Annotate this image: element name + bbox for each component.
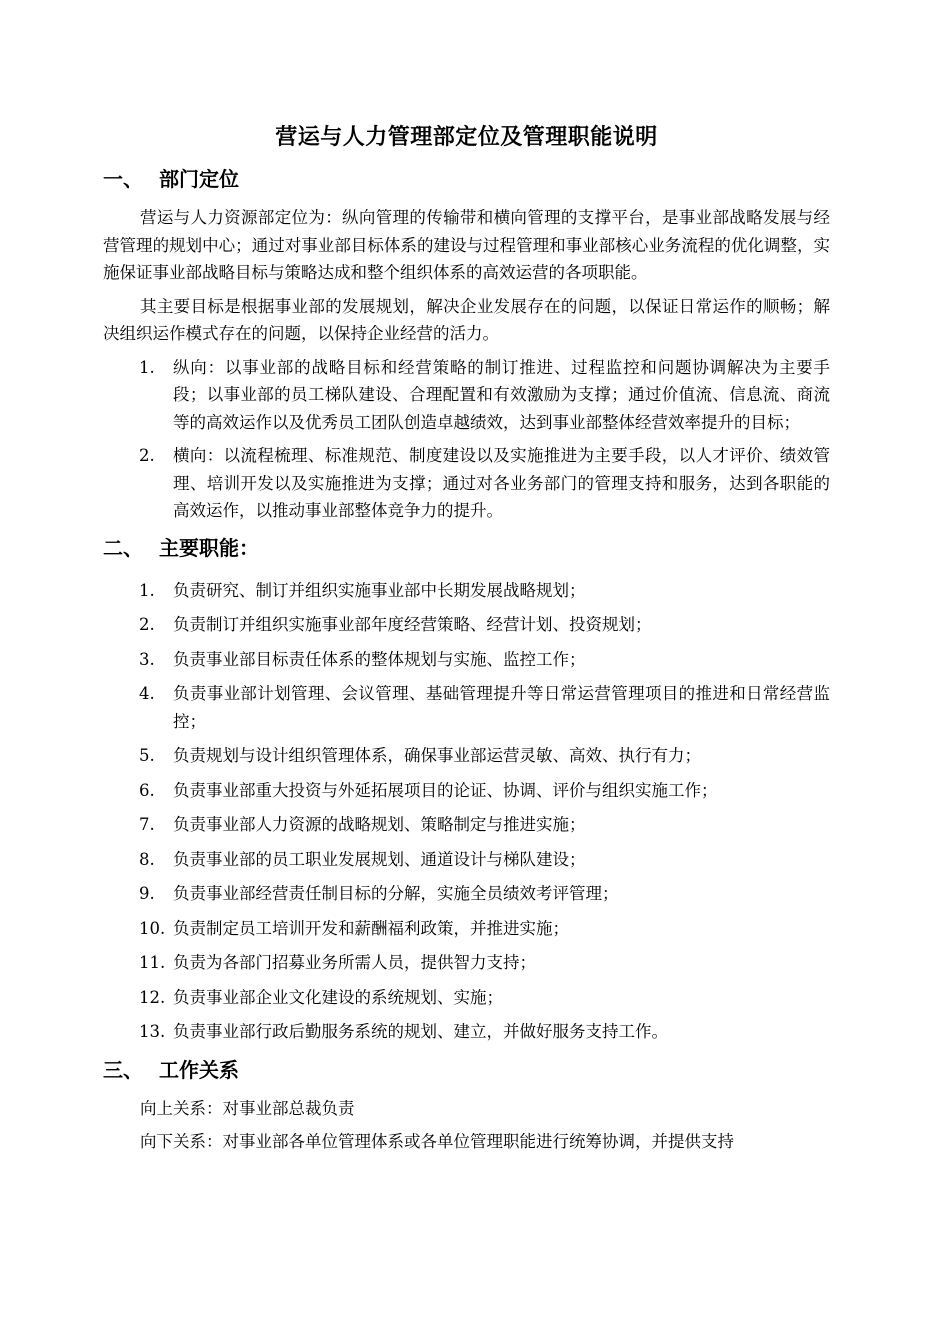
paragraph: 营运与人力资源部定位为：纵向管理的传输带和横向管理的支撑平台，是事业部战略发展与经营管理的规划中心；通过对事业部目标体系的建设与过程管理和事业部核心业务流程的优化调整，实施保证事业部战略目标与策略达成和整个组织体系的高效运营的各项职能。 (103, 208, 830, 282)
list-item-number: 1. (139, 357, 155, 377)
list-item (103, 1018, 830, 1046)
list-item-text: 负责制定员工培训开发和薪酬福利政策，并推进实施； (173, 918, 569, 938)
positioning-list (103, 354, 830, 525)
list-item-text: 负责规划与设计组织管理体系，确保事业部运营灵敏、高效、执行有力； (173, 746, 701, 765)
list-item (103, 777, 830, 805)
section-title: 部门定位 (159, 167, 239, 191)
list-item-number: 5. (139, 746, 155, 765)
list-item (103, 742, 830, 770)
list-item-text: 负责制订并组织实施事业部年度经营策略、经营计划、投资规划； (173, 615, 652, 634)
list-item-text: 负责事业部经营责任制目标的分解，实施全员绩效考评管理； (173, 884, 619, 903)
document-page (103, 120, 830, 1162)
list-item-number: 3. (139, 649, 155, 669)
list-item-text: 负责事业部重大投资与外延拓展项目的论证、协调、评价与组织实施工作； (173, 780, 718, 800)
section-heading-positioning (103, 162, 830, 196)
list-item-number: 2. (139, 615, 155, 634)
section-heading-duties (103, 531, 830, 565)
list-item-number: 1. (139, 580, 155, 600)
section-number: 二、 (103, 535, 143, 560)
list-item-text: 负责事业部目标责任体系的整体规划与实施、监控工作； (173, 649, 586, 669)
list-item (103, 577, 830, 605)
list-item (103, 915, 830, 943)
list-item-number: 9. (139, 884, 155, 903)
list-item-number: 2. (139, 446, 155, 465)
list-item (103, 611, 830, 639)
list-item (103, 442, 830, 525)
list-item-text: 负责事业部行政后勤服务系统的规划、建立，并做好服务支持工作。 (173, 1022, 668, 1041)
paragraph: 其主要目标是根据事业部的发展规划，解决企业发展存在的问题，以保证日常运作的顺畅；解决组织运作模式存在的问题，以保持企业经营的活力。 (103, 296, 830, 343)
section-title: 主要职能： (159, 535, 259, 560)
downward-relation: 向下关系：对事业部各单位管理体系或各单位管理职能进行统筹协调，并提供支持 (140, 1132, 734, 1151)
list-item (103, 354, 830, 437)
list-item (103, 811, 830, 839)
list-item-text: 纵向：以事业部的战略目标和经营策略的制订推进、过程监控和问题协调解决为主要手段；以事业部的员工梯队建设、合理配置和有效激励为支撑；通过价值流、信息流、商流等的高效运作以及优秀员工团队创造卓越绩效，达到事业部整体经营效率提升的目标； (173, 357, 830, 432)
section-number: 三、 (103, 1057, 143, 1082)
list-item-text: 负责事业部的员工职业发展规划、通道设计与梯队建设； (173, 849, 586, 869)
list-item-text: 负责事业部企业文化建设的系统规划、实施； (173, 987, 503, 1007)
list-item-text: 负责研究、制订并组织实施事业部中长期发展战略规划； (173, 580, 586, 600)
section-heading-relations (103, 1053, 830, 1087)
list-item (103, 984, 830, 1012)
section-number: 一、 (103, 167, 143, 191)
list-item-number: 8. (139, 849, 155, 869)
list-item-number: 11. (139, 953, 166, 972)
list-item-text: 横向：以流程梳理、标准规范、制度建设以及实施推进为主要手段，以人才评价、绩效管理、培训开发以及实施推进为支撑；通过对各业务部门的管理支持和服务，达到各职能的高效运作，以推动事业部整体竞争力的提升。 (173, 446, 830, 520)
list-item-number: 13. (139, 1022, 166, 1041)
upward-relation: 向上关系：对事业部总裁负责 (140, 1098, 355, 1118)
list-item-text: 负责为各部门招募业务所需人员，提供智力支持； (173, 953, 536, 972)
list-item-number: 12. (139, 987, 166, 1007)
list-item (103, 680, 830, 735)
list-item-number: 6. (139, 780, 155, 800)
list-item-number: 7. (139, 815, 155, 834)
document-title: 营运与人力管理部定位及管理职能说明 (275, 125, 658, 150)
list-item (103, 846, 830, 874)
list-item (103, 949, 830, 977)
list-item-number: 4. (139, 684, 155, 703)
list-item (103, 646, 830, 674)
list-item-number: 10. (139, 918, 166, 938)
list-item-text: 负责事业部人力资源的战略规划、策略制定与推进实施； (173, 815, 586, 834)
list-item (103, 880, 830, 908)
list-item-text: 负责事业部计划管理、会议管理、基础管理提升等日常运营管理项目的推进和日常经营监控； (173, 684, 830, 731)
section-title: 工作关系 (159, 1057, 239, 1082)
duties-list (103, 577, 830, 1046)
